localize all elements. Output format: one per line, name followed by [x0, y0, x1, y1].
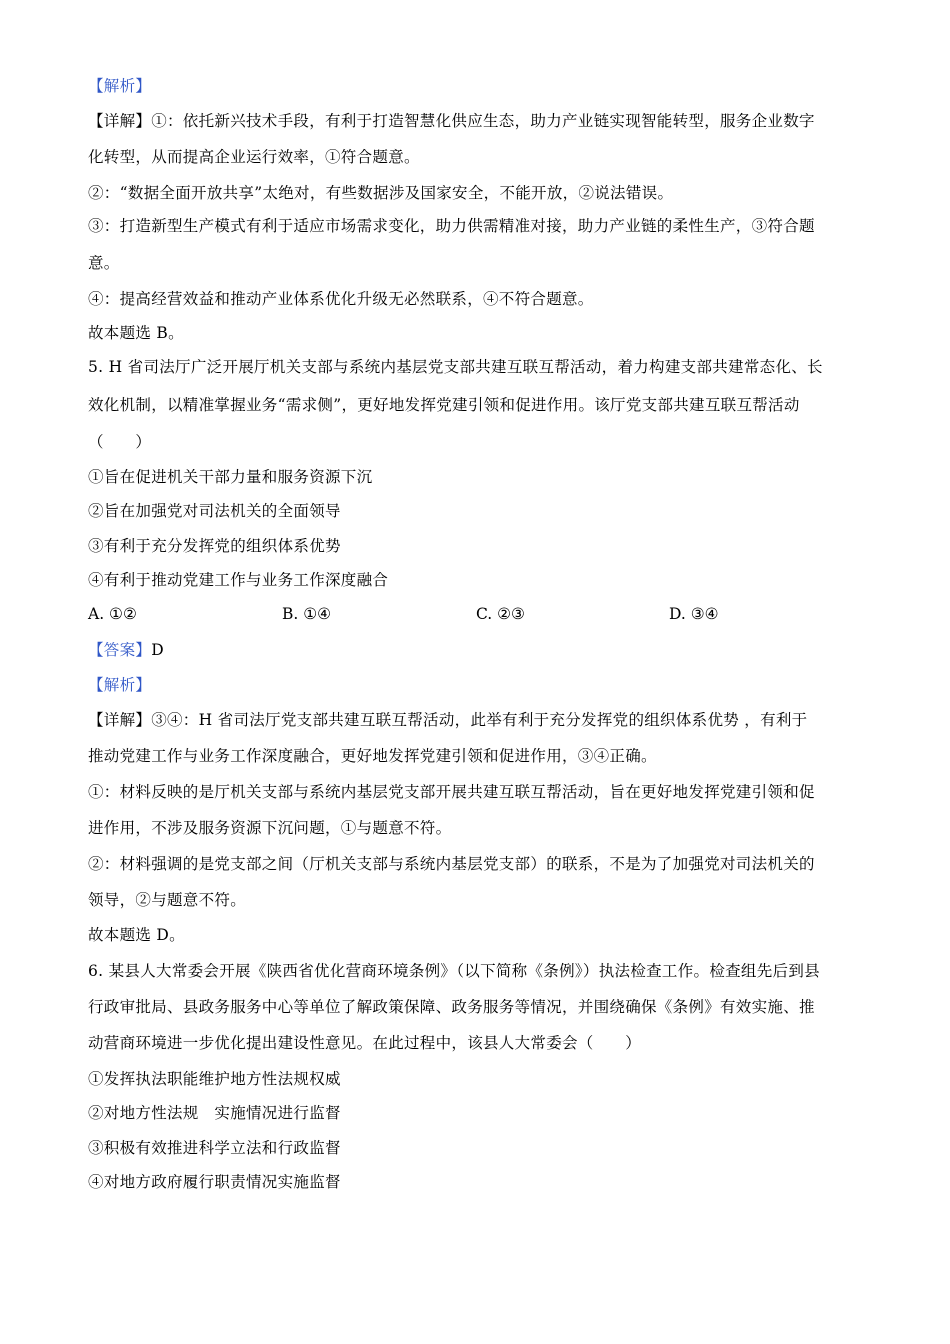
statement-item: ③有利于充分发挥党的组织体系优势 [88, 537, 341, 555]
statement-item: ②旨在加强党对司法机关的全面领导 [88, 502, 341, 520]
detail-text: ③：打造新型生产模式有利于适应市场需求变化，助力供需精准对接，助力产业链的柔性生产，③符合题 [88, 217, 815, 235]
question-stem: 行政审批局、县政务服务中心等单位了解政策保障、政务服务等情况，并围绕确保《条例》有效实施、推 [88, 998, 815, 1016]
detail-text: 进作用，不涉及服务资源下沉问题，①与题意不符。 [88, 819, 452, 837]
detail-text: ①：材料反映的是厅机关支部与系统内基层党支部开展共建互联互帮活动，旨在更好地发挥党建引领和促 [88, 783, 815, 801]
detail-text: 化转型，从而提高企业运行效率，①符合题意。 [88, 148, 420, 166]
option-c: C. ②③ [476, 605, 525, 623]
conclusion-text: 故本题选 D。 [88, 926, 185, 944]
detail-paragraph-line [88, 111, 815, 131]
answer-line [88, 640, 164, 660]
statement-item: ③积极有效推进科学立法和行政监督 [88, 1139, 341, 1157]
statement-item: ①旨在促进机关干部力量和服务资源下沉 [88, 468, 373, 486]
question-stem: 5. H 省司法厅广泛开展厅机关支部与系统内基层党支部共建互联互帮活动，着力构建支部共建常态化、长 [88, 358, 823, 376]
option-b: B. ①④ [282, 605, 332, 623]
detail-text: ②：材料强调的是党支部之间（厅机关支部与系统内基层党支部）的联系，不是为了加强党对司法机关的 [88, 855, 815, 873]
detail-tag: 【详解】 [88, 711, 152, 729]
option-a: A. ①② [88, 605, 137, 623]
answer-tag: 【答案】 [88, 641, 152, 659]
statement-item: ①发挥执法职能维护地方性法规权威 [88, 1070, 341, 1088]
analysis-tag: 【解析】 [88, 77, 152, 95]
detail-paragraph-line [88, 710, 807, 730]
analysis-tag: 【解析】 [88, 676, 152, 694]
answer-value: D [151, 641, 164, 659]
statement-item: ②对地方性法规 实施情况进行监督 [88, 1104, 341, 1122]
statement-item: ④有利于推动党建工作与业务工作深度融合 [88, 571, 389, 589]
question-stem: （ ） [88, 433, 152, 451]
detail-text: 推动党建工作与业务工作深度融合，更好地发挥党建引领和促进作用，③④正确。 [88, 747, 657, 765]
question-stem: 效化机制，以精准掌握业务“需求侧”，更好地发挥党建引领和促进作用。该厅党支部共建互联互帮活动 [88, 396, 800, 414]
option-d: D. ③④ [669, 605, 719, 623]
question-stem: 6. 某县人大常委会开展《陕西省优化营商环境条例》（以下简称《条例》）执法检查工作。检查组先后到县 [88, 962, 820, 980]
detail-text: ①：依托新兴技术手段，有利于打造智慧化供应生态，助力产业链实现智能转型，服务企业数字 [151, 112, 815, 130]
detail-text: ③④：H 省司法厅党支部共建互联互帮活动，此举有利于充分发挥党的组织体系优势 ，有利于 [151, 711, 808, 729]
detail-text: 领导，②与题意不符。 [88, 891, 247, 909]
statement-item: ④对地方政府履行职责情况实施监督 [88, 1173, 341, 1191]
detail-text: 意。 [88, 254, 120, 272]
detail-text: ②：“数据全面开放共享”太绝对，有些数据涉及国家安全，不能开放，②说法错误。 [88, 184, 674, 202]
detail-text: ④：提高经营效益和推动产业体系优化升级无必然联系，④不符合题意。 [88, 290, 594, 308]
detail-tag: 【详解】 [88, 112, 152, 130]
question-stem: 动营商环境进一步优化提出建设性意见。在此过程中，该县人大常委会（ ） [88, 1034, 642, 1052]
conclusion-text: 故本题选 B。 [88, 324, 184, 342]
